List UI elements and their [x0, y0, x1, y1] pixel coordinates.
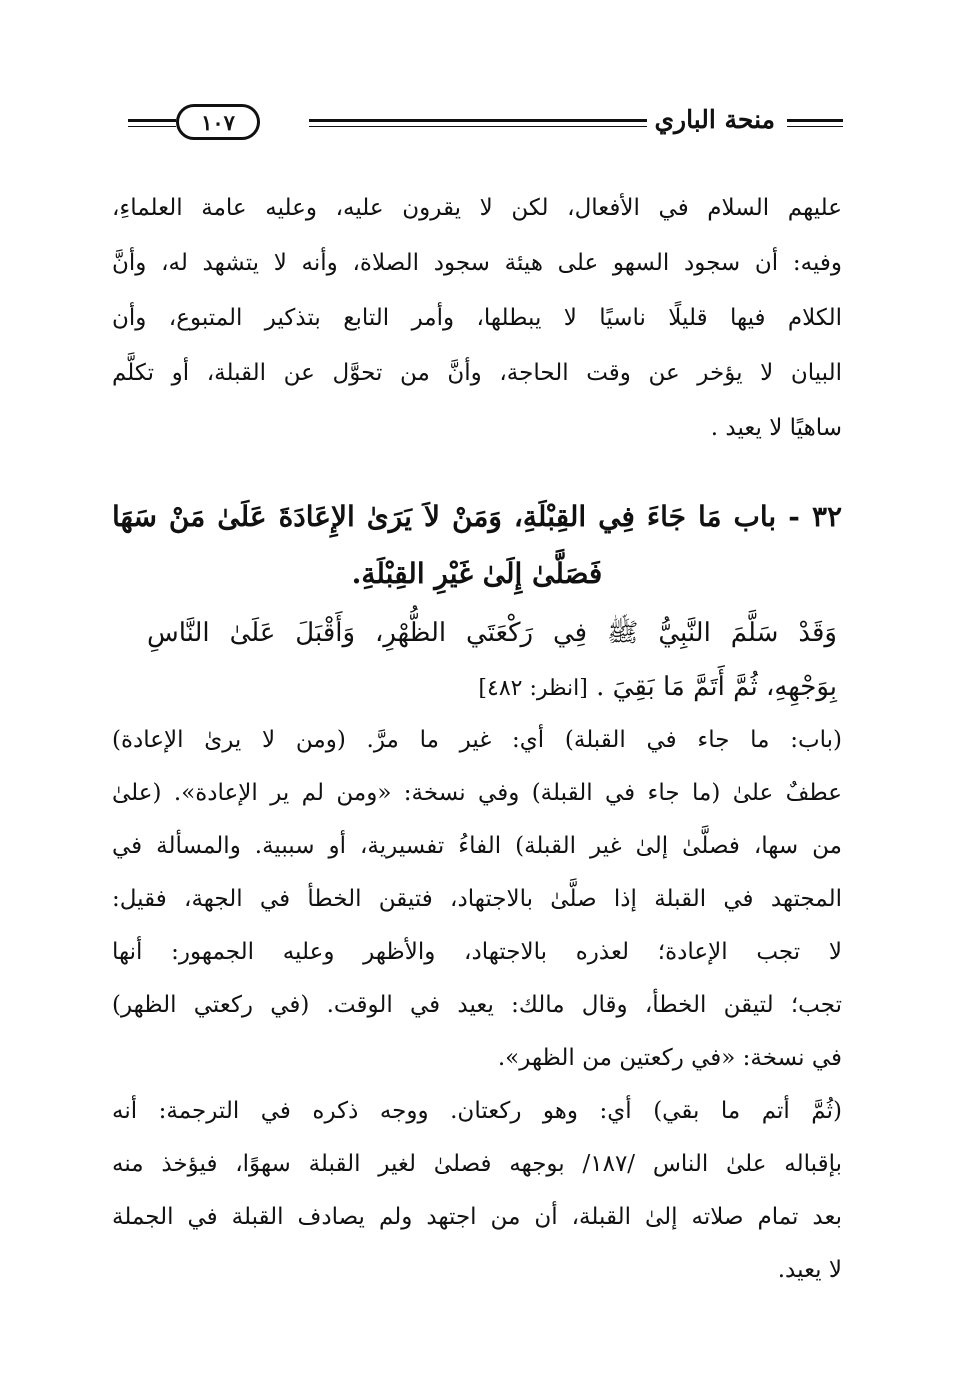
header-rule-middle — [309, 119, 647, 127]
chapter-heading-line: فَصَلَّىٰ إِلَىٰ غَيْرِ القِبْلَةِ. — [351, 557, 603, 590]
text-line: (ثُمَّ أتم ما بقي) أي: وهو ركعتان. ووجه ذكره في الترجمة: أنه — [112, 1098, 842, 1124]
text-line: عطفٌ علىٰ (ما جاء في القبلة) وفي نسخة: «ومن لم ير الإعادة». (علىٰ — [112, 780, 842, 806]
running-header — [128, 104, 843, 150]
hadith-line-last — [147, 666, 837, 710]
text-line: وفيه: أن سجود السهو على هيئة سجود الصلاة، وأنه لا يتشهد له، وأنَّ — [112, 250, 842, 276]
header-rule-right — [787, 119, 843, 127]
page-number: ١٠٧ — [176, 104, 260, 140]
text-line: تجب؛ لتيقن الخطأ، وقال مالك: يعيد في الوقت. (في ركعتي الظهر) — [112, 992, 842, 1018]
text-line: عليهم السلام في الأفعال، لكن لا يقرون عليه، وعليه عامة العلماءِ، — [112, 195, 842, 221]
text-line: لا تجب الإعادة؛ لعذره بالاجتهاد، والأظهر وعليه الجمهور: أنها — [112, 939, 842, 965]
chapter-heading-line: ٣٢ - باب مَا جَاءَ فِي القِبْلَةِ، وَمَنْ لاَ يَرَىٰ الإِعَادَةَ عَلَىٰ مَنْ سَهَا — [112, 500, 843, 533]
hadith-line-text: بِوَجْهِهِ، ثُمَّ أَتَمَّ مَا بَقِيَ . — [596, 672, 837, 702]
text-line: بعد تمام صلاته إلىٰ القبلة، أن من اجتهد ولم يصادف القبلة في الجملة — [112, 1204, 842, 1230]
text-line: (باب: ما جاء في القبلة) أي: غير ما مرَّ. (ومن لا يرىٰ الإعادة) — [112, 727, 842, 753]
cross-reference: [انظر: ٤٨٢] — [478, 676, 588, 701]
text-line: المجتهد في القبلة إذا صلَّىٰ بالاجتهاد، فتيقن الخطأ في الجهة، فقيل: — [112, 886, 842, 912]
text-line: لا يعيد. — [777, 1257, 842, 1283]
text-line: من سها، فصلَّىٰ إلىٰ غير القبلة) الفاءُ تفسيرية، أو سببية. والمسألة في — [112, 833, 842, 859]
hadith-line: وَقَدْ سَلَّمَ النَّبِيُّ ﷺ فِي رَكْعَتَي الظُّهْرِ، وَأَقْبَلَ عَلَىٰ النَّاسِ — [147, 618, 837, 648]
text-line: البيان لا يؤخر عن وقت الحاجة، وأنَّ من تحوَّل عن القبلة، أو تكلَّم — [112, 360, 842, 386]
text-line: في نسخة: «في ركعتين من الظهر». — [497, 1045, 842, 1071]
text-line: بإقباله علىٰ الناس /١٨٧/ بوجهه فصلىٰ لغير القبلة سهوًا، فيؤخذ منه — [112, 1151, 842, 1177]
header-rule-left — [128, 119, 176, 127]
book-title: منحة الباري — [654, 105, 775, 134]
text-line: الكلام فيها قليلًا ناسيًا لا يبطلها، وأمر التابع بتذكير المتبوع، وأن — [112, 305, 842, 331]
text-line: ساهيًا لا يعيد . — [710, 415, 842, 441]
